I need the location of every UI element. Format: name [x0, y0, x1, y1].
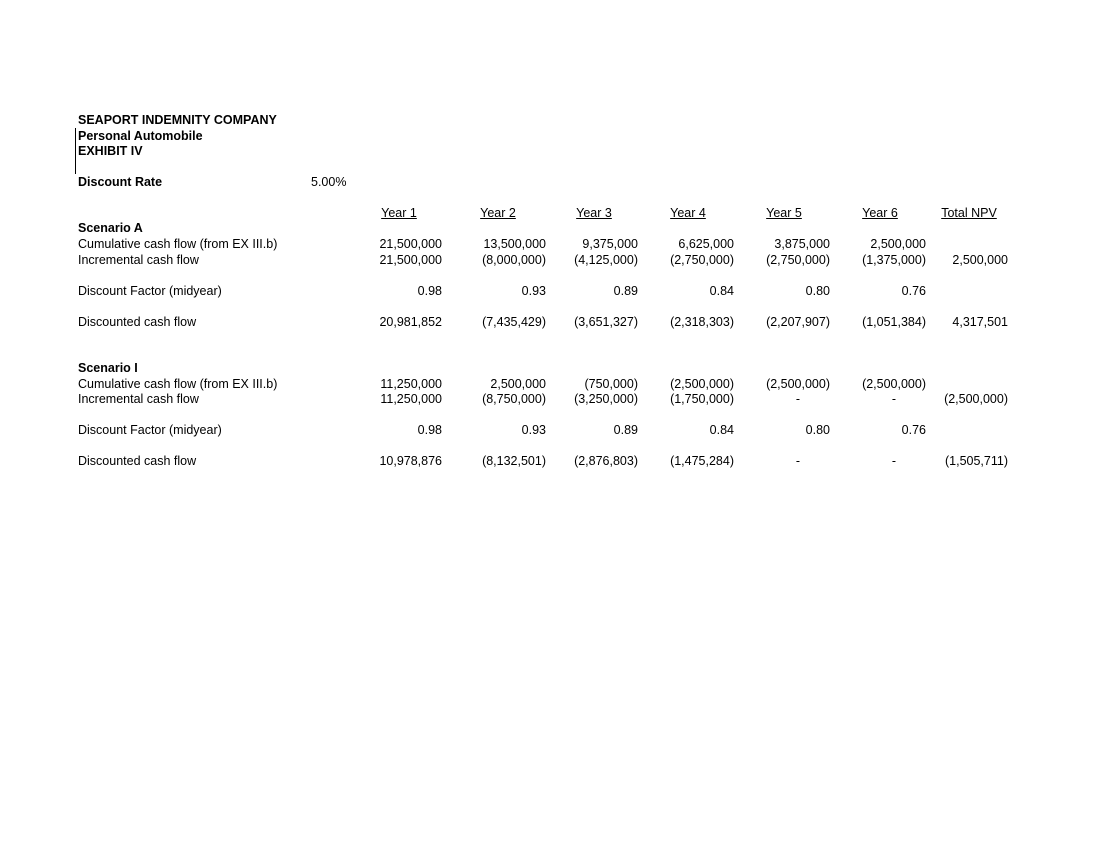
row-label: Cumulative cash flow (from EX III.b) — [78, 377, 278, 391]
scenario-a-title: Scenario A — [78, 221, 143, 235]
table-cell: 10,978,876 — [379, 454, 442, 468]
table-cell: 0.98 — [417, 284, 442, 298]
table-cell: (2,207,907) — [766, 315, 830, 329]
table-cell: (2,500,000) — [944, 392, 1008, 406]
row-label: Discount Factor (midyear) — [78, 284, 222, 298]
table-cell: (8,000,000) — [482, 253, 546, 267]
table-cell: 0.84 — [709, 423, 734, 437]
table-cell: (1,475,284) — [670, 454, 734, 468]
row-label: Discount Factor (midyear) — [78, 423, 222, 437]
table-cell: 2,500,000 — [870, 237, 926, 251]
row-label: Incremental cash flow — [78, 253, 199, 267]
table-cell: 9,375,000 — [582, 237, 638, 251]
table-cell: 0.98 — [417, 423, 442, 437]
exhibit-title: EXHIBIT IV — [78, 144, 143, 158]
table-cell: 6,625,000 — [678, 237, 734, 251]
column-header-6: Year 6 — [862, 206, 898, 220]
table-cell: 3,875,000 — [774, 237, 830, 251]
row-label: Incremental cash flow — [78, 392, 199, 406]
table-cell: 21,500,000 — [379, 237, 442, 251]
table-cell: 0.89 — [613, 284, 638, 298]
line-of-business: Personal Automobile — [78, 129, 203, 143]
table-cell: 0.93 — [521, 423, 546, 437]
column-header-2: Year 2 — [480, 206, 516, 220]
scenario-i-title: Scenario I — [78, 361, 138, 375]
table-cell: 21,500,000 — [379, 253, 442, 267]
column-header-4: Year 4 — [670, 206, 706, 220]
table-cell: (2,500,000) — [670, 377, 734, 391]
table-cell: 0.76 — [901, 423, 926, 437]
row-label: Cumulative cash flow (from EX III.b) — [78, 237, 278, 251]
table-cell: 0.80 — [805, 423, 830, 437]
table-cell: (1,505,711) — [944, 454, 1008, 468]
table-cell: (2,750,000) — [670, 253, 734, 267]
table-cell: (2,876,803) — [574, 454, 638, 468]
table-cell: (8,132,501) — [482, 454, 546, 468]
table-cell: 0.89 — [613, 423, 638, 437]
table-cell: (3,250,000) — [574, 392, 638, 406]
discount-rate-label: Discount Rate — [78, 175, 163, 189]
table-cell: 13,500,000 — [483, 237, 546, 251]
table-cell: 20,981,852 — [379, 315, 442, 329]
table-cell: - — [795, 454, 800, 468]
table-cell: (2,750,000) — [766, 253, 830, 267]
discount-rate-value: 5.00% — [311, 175, 347, 189]
table-cell: 0.76 — [901, 284, 926, 298]
row-label: Discounted cash flow — [78, 454, 197, 468]
table-cell: - — [795, 392, 800, 406]
table-cell: - — [891, 454, 896, 468]
table-cell: - — [891, 392, 896, 406]
table-cell: 2,500,000 — [952, 253, 1008, 267]
column-header-5: Year 5 — [766, 206, 802, 220]
column-header-1: Year 1 — [381, 206, 417, 220]
table-cell: (3,651,327) — [574, 315, 638, 329]
table-cell: (2,500,000) — [766, 377, 830, 391]
table-cell: (7,435,429) — [482, 315, 546, 329]
table-cell: 0.93 — [521, 284, 546, 298]
table-cell: (1,051,384) — [862, 315, 926, 329]
table-cell: (1,750,000) — [670, 392, 734, 406]
table-cell: 11,250,000 — [380, 392, 442, 406]
table-cell: (2,318,303) — [670, 315, 734, 329]
table-cell: (4,125,000) — [574, 253, 638, 267]
table-cell: 0.84 — [709, 284, 734, 298]
table-cell: (8,750,000) — [482, 392, 546, 406]
row-label: Discounted cash flow — [78, 315, 197, 329]
table-cell: 2,500,000 — [490, 377, 546, 391]
table-cell: 0.80 — [805, 284, 830, 298]
column-header-3: Year 3 — [576, 206, 612, 220]
table-cell: 11,250,000 — [380, 377, 442, 391]
text-cursor — [75, 128, 76, 174]
table-cell: (750,000) — [584, 377, 638, 391]
table-cell: (1,375,000) — [862, 253, 926, 267]
company-name: SEAPORT INDEMNITY COMPANY — [78, 113, 277, 127]
table-cell: 4,317,501 — [952, 315, 1008, 329]
column-header-7: Total NPV — [941, 206, 997, 220]
table-cell: (2,500,000) — [862, 377, 926, 391]
